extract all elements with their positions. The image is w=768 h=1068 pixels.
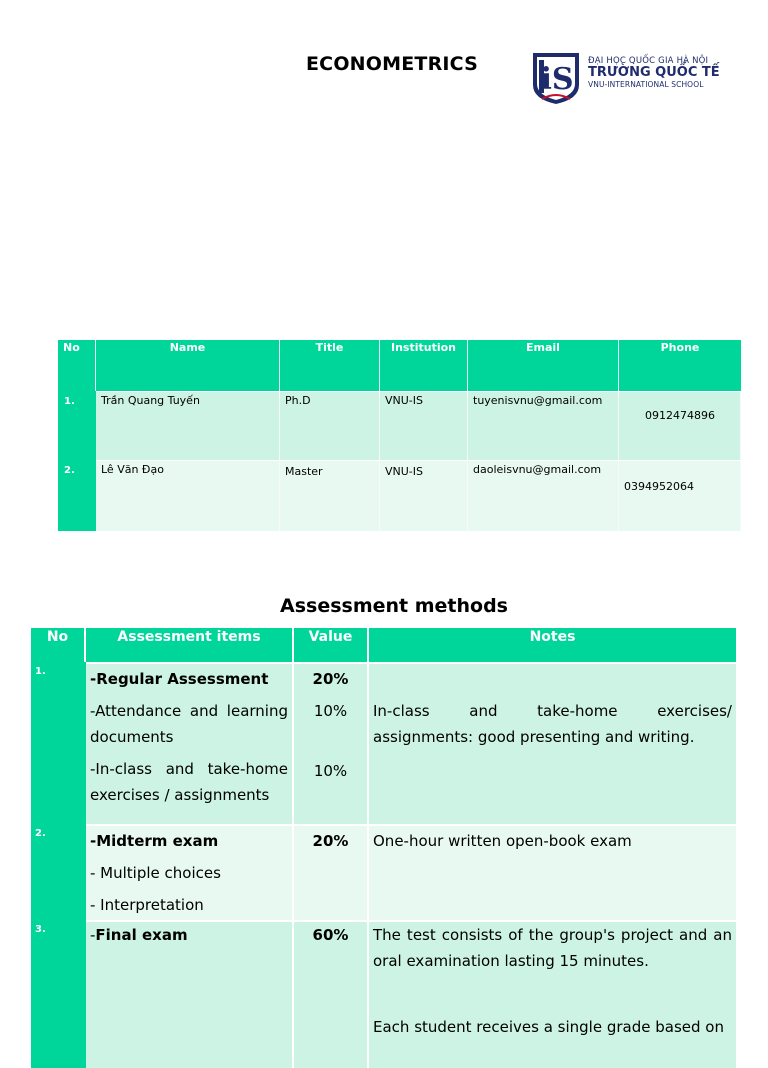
lecturer-title: Ph.D [280, 391, 380, 460]
row-number: 1. [58, 391, 96, 460]
school-logo [530, 51, 720, 107]
lecturer-title: Master [280, 460, 380, 531]
notes-text: The test consists of the group's project and an oral examination lasting 15 minutes. [373, 926, 732, 970]
lecturer-phone: 0912474896 [619, 391, 741, 460]
column-header-email: Email [468, 340, 619, 391]
notes-text-continued: Each student receives a single grade based on [373, 1018, 724, 1036]
shield-logo-icon [530, 51, 582, 105]
lecturer-email: tuyenisvnu@gmail.com [468, 391, 619, 460]
value-sub: 10% [313, 762, 348, 780]
assessment-item [86, 662, 294, 824]
document-title: ECONOMETRICS [306, 53, 479, 75]
lecturer-institution: VNU-IS [380, 460, 468, 531]
lecturer-table [58, 340, 741, 531]
table-header-row [31, 628, 736, 662]
sub-item: -In-class and take-home exercises / assignments [90, 760, 288, 804]
table-row [31, 662, 736, 824]
value-total: 60% [312, 926, 349, 944]
logo-university-line: ĐẠI HỌC QUỐC GIA HÀ NỘI [588, 56, 709, 66]
value-total: 20% [312, 670, 349, 688]
assessment-value [294, 662, 369, 824]
lecturer-email: daoleisvnu@gmail.com [468, 460, 619, 531]
column-header-institution: Institution [380, 340, 468, 391]
assessment-title: Assessment methods [280, 595, 508, 617]
sub-item: - Multiple choices [90, 864, 221, 882]
lecturer-phone: 0394952064 [619, 460, 741, 531]
lecturer-name: Lê Văn Đạo [96, 460, 280, 531]
item-title [90, 922, 288, 948]
column-header-name: Name [96, 340, 280, 391]
assessment-notes [369, 662, 736, 824]
column-header-items: Assessment items [86, 628, 294, 662]
assessment-item [86, 824, 294, 920]
logo-english-line: VNU-INTERNATIONAL SCHOOL [588, 80, 704, 89]
notes-text: In-class and take-home exercises/ assignments: good presenting and writing. [373, 702, 732, 746]
table-row [31, 824, 736, 920]
column-header-no: No [31, 628, 86, 662]
sub-item: - Interpretation [90, 896, 204, 914]
column-header-title: Title [280, 340, 380, 391]
assessment-table [31, 628, 736, 1068]
lecturer-institution: VNU-IS [380, 391, 468, 460]
column-header-notes: Notes [369, 628, 736, 662]
item-title: -Midterm exam [90, 832, 219, 850]
assessment-notes [369, 824, 736, 920]
item-prefix: - [90, 926, 96, 944]
assessment-value [294, 920, 369, 1068]
row-number: 2. [58, 460, 96, 531]
assessment-value [294, 824, 369, 920]
table-row [58, 391, 741, 460]
lecturer-name: Trần Quang Tuyến [96, 391, 280, 460]
value-sub: 10% [313, 702, 348, 720]
column-header-value: Value [294, 628, 369, 662]
table-row [58, 460, 741, 531]
item-title: -Regular Assessment [90, 670, 269, 688]
svg-text:iS: iS [540, 62, 574, 97]
column-header-no: No [58, 340, 96, 391]
notes-text: One-hour written open-book exam [373, 832, 632, 850]
assessment-item [86, 920, 294, 1068]
item-title-text: Final exam [95, 926, 188, 944]
row-number: 1. [31, 662, 86, 824]
column-header-phone: Phone [619, 340, 741, 391]
logo-school-line: TRƯỜNG QUỐC TẾ [588, 65, 720, 80]
table-header-row [58, 340, 741, 391]
row-number: 2. [31, 824, 86, 920]
row-number: 3. [31, 920, 86, 1068]
sub-item: -Attendance and learning documents [90, 702, 288, 746]
assessment-notes [369, 920, 736, 1068]
table-row [31, 920, 736, 1068]
value-total: 20% [312, 832, 349, 850]
